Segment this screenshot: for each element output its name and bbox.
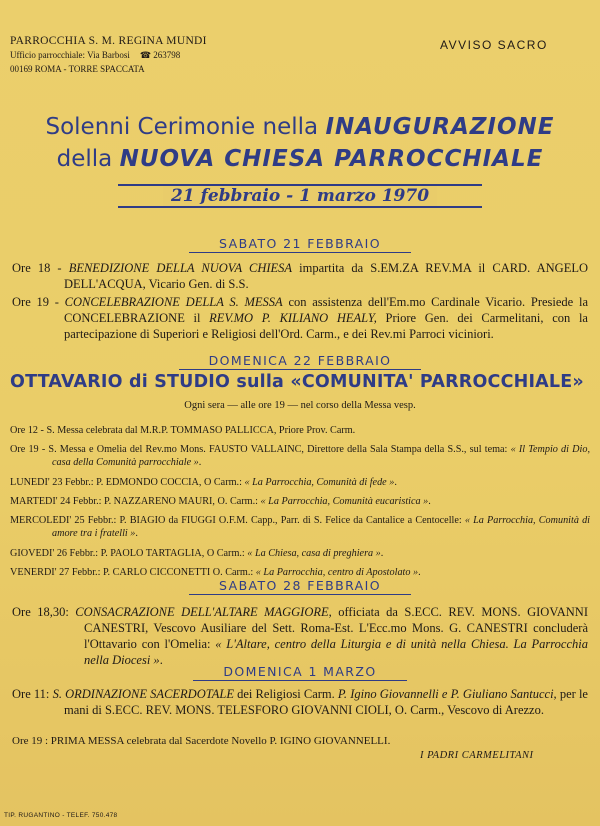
event-end: . [159,653,163,667]
title-1-caps: INAUGURAZIONE [325,114,555,140]
heading-text: SABATO 28 FEBBRAIO [189,578,411,595]
parish-name: PARROCCHIA S. M. REGINA MUNDI [10,35,207,47]
line-theme: « La Parrocchia, Comunità di fede » [244,477,395,488]
dom22-line-6 [10,547,590,560]
title-2-text: della [56,146,120,172]
office-address: Ufficio parrocchiale: Via Barbosi [10,50,130,60]
line-theme: « Il Tempio di Dio, casa della Comunità parrocchiale » [52,444,590,468]
parish-header [10,34,207,76]
event-title: CONSACRAZIONE DELL'ALTARE MAGGIORE, [75,605,332,619]
dom22-line-3 [10,476,590,489]
dates-banner [118,184,482,208]
dom22-line-1: Ore 12 - S. Messa celebrata dal M.R.P. TOMMASO PALLICCA, Priore Prov. Carm. [10,425,356,436]
section-heading-dom22 [0,353,600,368]
event-title: S. ORDINAZIONE SACERDOTALE [52,687,234,701]
line-end: . [418,567,421,578]
line-theme: « La Parrocchia, Comunità eucaristica » [260,496,429,507]
sab21-event-1 [12,260,588,292]
line-text: VENERDI' 27 Febbr.: P. CARLO CICCONETTI O. Carm.: [10,567,256,578]
sab21-event-2 [12,294,588,342]
dates: 21 febbraio - 1 marzo 1970 [163,186,437,206]
title-2-caps: NUOVA CHIESA PARROCCHIALE [119,146,544,172]
heading-text: SABATO 21 FEBBRAIO [189,236,411,253]
event-homily: « L'Altare, centro della Liturgia e di unità nella Chiesa. La Parrocchia nella Diocesi » [84,637,588,667]
event-text: officiata da S.ECC. REV. MONS. GIOVANNI CANESTRI, Vescovo Ausiliare del Sett. Roma-Est. L'Ecc.mo Mons. G. CANESTRI concluderà l'Ottavario con l'Omelia: [84,605,588,651]
event-time: Ore 18,30: [12,605,76,619]
notice-label: AVVISO SACRO [440,38,548,52]
dom22-line-5 [10,514,590,540]
sab28-event [12,604,588,668]
dom1-event-2: Ore 19 : PRIMA MESSA celebrata dal Sacerdote Novello P. IGINO GIOVANNELLI. [12,735,391,747]
event-title: CONCELEBRAZIONE DELLA S. MESSA [64,295,283,309]
line-text: GIOVEDI' 26 Febbr.: P. PAOLO TARTAGLIA, O Carm.: [10,548,248,559]
dom1-event-1 [12,686,588,718]
line-end: . [428,496,431,507]
section-heading-dom1 [0,664,600,679]
event-text-2: per le mani di S.ECC. REV. MONS. TELESFORO GIOVANNI CIOLI, O. Carm., Vescovo di Arezzo. [64,687,588,717]
line-text: Ore 19 - S. Messa e Omelia del Rev.mo Mons. FAUSTO VALLAINC, Direttore della Sala Stampa della S.S., sul tema: [10,444,511,455]
dom22-line-4 [10,495,590,508]
title-line-2 [0,145,600,173]
line-end: . [135,528,138,539]
title-1-text: Solenni Cerimonie nella [45,114,326,140]
event-text: con assistenza dell'Em.mo Cardinale Vicario. Presiede la CONCELEBRAZIONE il [64,295,588,325]
line-text: MARTEDI' 24 Febbr.: P. NAZZARENO MAURI, O. Carm.: [10,496,261,507]
ottavario-title: OTTAVARIO di STUDIO sulla «COMUNITA' PARROCCHIALE» [10,372,584,392]
line-end: . [380,548,384,559]
dom22-line-2 [10,443,590,469]
event-time: Ore 19 - [12,295,65,309]
signature: I PADRI CARMELITANI [420,750,534,761]
event-time: Ore 18 - [12,261,69,275]
line-end: . [198,457,202,468]
printer-credit: TIP. RUGANTINO - TELEF. 750.478 [4,812,118,819]
heading-text: DOMENICA 1 MARZO [193,664,406,681]
heading-text: DOMENICA 22 FEBBRAIO [179,353,422,370]
office-phone: ☎ 263798 [139,50,181,60]
parish-address: 00169 ROMA - TORRE SPACCATA [10,64,145,74]
line-theme: « La Parrocchia, centro di Apostolato » [255,567,419,578]
event-ordinands: P. Igino Giovannelli e P. Giuliano Santucci, [337,687,557,701]
line-end: . [394,477,397,488]
line-text: LUNEDI' 23 Febbr.: P. EDMONDO COCCIA, O Carm.: [10,477,245,488]
ottavario-subtitle: Ogni sera — alle ore 19 — nel corso della Messa vesp. [184,400,416,411]
parish-office [10,48,207,62]
event-time: Ore 11: [12,687,53,701]
event-title: BENEDIZIONE DELLA NUOVA CHIESA [68,261,293,275]
title-line-1 [0,113,600,141]
line-text: MERCOLEDI' 25 Febbr.: P. BIAGIO da FIUGGI O.F.M. Capp., Parr. di S. Felice da Cantalice a Centocelle: [10,515,465,526]
section-heading-sab28 [0,578,600,593]
event-text-2: Priore Gen. dei Carmelitani, con la partecipazione di Superiori e Religiosi dell'Ord. Carm., e dei Rev.mi Parroci viciniori. [64,311,588,341]
event-text: dei Religiosi Carm. [233,687,338,701]
event-celebrant: REV.MO P. KILIANO HEALY, [209,311,377,325]
line-theme: « La Chiesa, casa di preghiera » [247,548,381,559]
line-theme: « La Parrocchia, Comunità di amore tra i fratelli » [52,515,590,539]
section-heading-sab21 [0,236,600,251]
event-text: impartita da S.EM.ZA REV.MA il CARD. ANGELO DELL'ACQUA, Vicario Gen. di S.S. [64,261,588,291]
